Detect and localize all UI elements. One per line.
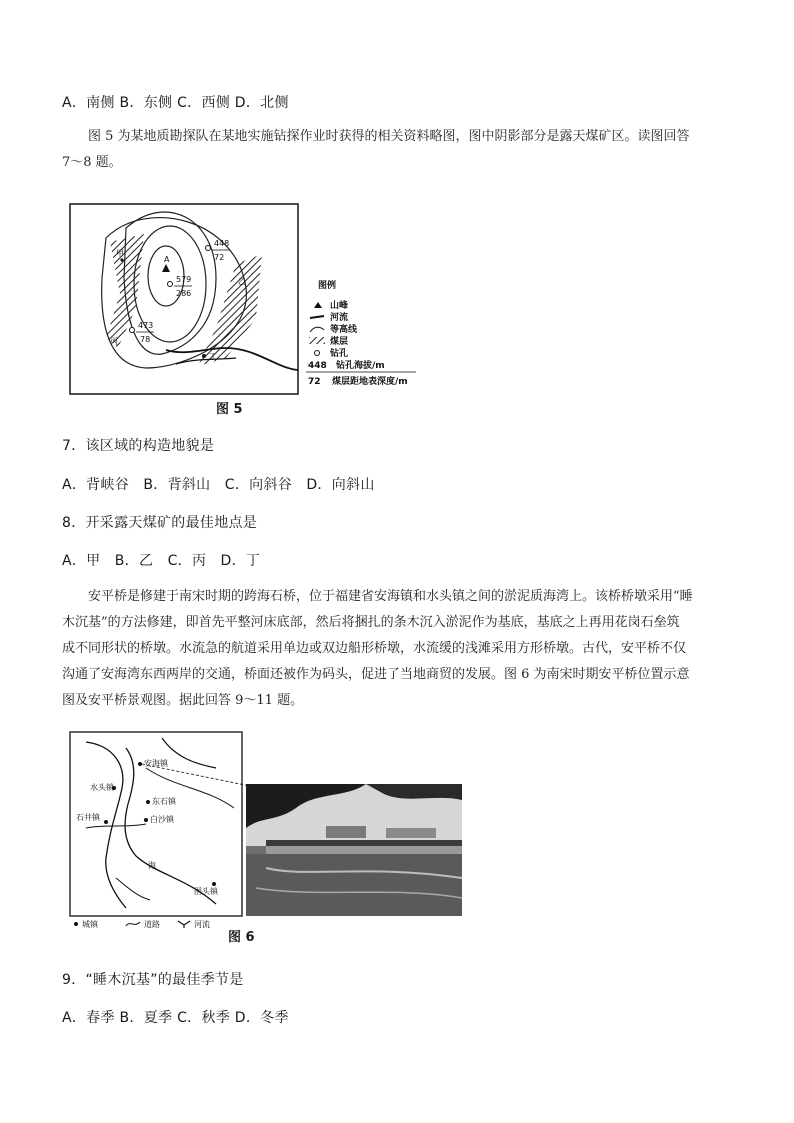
question-9: 9．“睡木沉基”的最佳季节是 — [62, 972, 244, 988]
figure-5-geology-map — [66, 198, 426, 418]
legend-road: 道路 — [144, 920, 160, 929]
legend-peak-symbol — [314, 302, 322, 308]
legend-town-symbol — [74, 922, 78, 926]
town-shuitou: 水头镇 — [90, 783, 114, 792]
question-9-options: A．春季 B．夏季 C．秋季 D．冬季 — [62, 1010, 289, 1026]
drill-1-elevation: 448 — [214, 239, 230, 248]
legend-river-symbol — [178, 921, 190, 928]
town-marker — [138, 762, 142, 766]
legend-contour-symbol — [310, 327, 324, 332]
intro2-line2: 木沉基”的方法修建，即首先平整河床底部，然后将捆扎的条木沉入淤泥作为基底，基底之上再用花岗石垒筑 — [62, 615, 680, 630]
town-dongshi: 东石镇 — [152, 797, 176, 806]
drill-hole-marker — [168, 282, 173, 287]
legend-depth-label: 煤层距地表深度/m — [332, 377, 408, 387]
drill-hole-marker — [130, 328, 135, 333]
legend-item-drill: 钻孔 — [330, 349, 349, 359]
intro2-line5: 图及安平桥景观图。据此回答 9～11 题。 — [62, 693, 304, 708]
town-shijing: 石井镇 — [76, 813, 100, 822]
anping-bridge-photo — [246, 784, 462, 916]
legend-item-contour: 等高线 — [330, 325, 358, 335]
drill-1-depth: 72 — [214, 253, 225, 262]
intro2-line4: 沟通了安海湾东西两岸的交通，桥面还被作为码头，促进了当地商贸的发展。图 6 为南宋时期安平桥位置示意 — [62, 667, 690, 682]
legend-fraction-bottom: 72 — [308, 377, 321, 387]
town-anhai: 安海镇 — [144, 759, 168, 768]
legend-item-coal: 煤层 — [330, 337, 349, 347]
town-marker — [144, 818, 148, 822]
figure-6-caption: 图 6 — [228, 930, 255, 945]
map-frame — [70, 204, 298, 394]
legend-coal-symbol — [309, 337, 325, 344]
legend-town: 城镇 — [82, 920, 98, 929]
town-baisha: 白沙镇 — [150, 815, 174, 824]
point-jia: 甲 — [116, 249, 124, 258]
town-weitou: 围头镇 — [194, 887, 218, 896]
intro2-line1: 安平桥是修建于南宋时期的跨海石桥，位于福建省安海镇和水头镇之间的淤泥质海湾上。该桥桥墩采用“睡 — [88, 589, 693, 604]
peak-label: A — [164, 255, 170, 264]
drill-2-elevation: 579 — [176, 275, 192, 284]
legend-fraction-top: 448 — [308, 361, 327, 371]
point-yi: 乙 — [238, 277, 246, 286]
question-8: 8．开采露天煤矿的最佳地点是 — [62, 515, 258, 531]
legend-road-symbol — [126, 922, 140, 926]
figure-5-caption: 图 5 — [216, 402, 243, 417]
intro1-line1: 图 5 为某地质勘探队在某地实施钻探作业时获得的相关资料略图，图中阴影部分是露天煤矿区。读图回答 — [88, 129, 690, 144]
intro2-line3: 成不同形状的桥墩。水流急的航道采用单边或双边船形桥墩，水流缓的浅滩采用方形桥墩。古代，安平桥不仅 — [62, 641, 687, 656]
intro1-line2: 7～8 题。 — [62, 155, 122, 170]
town-marker — [212, 882, 216, 886]
legend-river-symbol — [310, 316, 324, 318]
legend-item-river: 河流 — [330, 313, 349, 323]
town-marker — [146, 800, 150, 804]
figure-6-map-and-photo — [66, 728, 466, 946]
drill-3-depth: 78 — [140, 335, 151, 344]
intro-paragraph-2 — [62, 584, 734, 714]
legend-item-peak: 山峰 — [330, 301, 349, 311]
town-marker — [104, 820, 108, 824]
question-7-options: A．背峡谷 B．背斜山 C．向斜谷 D．向斜山 — [62, 477, 375, 493]
drill-hole-marker — [206, 246, 211, 251]
legend-title: 图例 — [318, 281, 337, 291]
legend-river: 河流 — [194, 920, 210, 929]
question-7: 7．该区域的构造地貌是 — [62, 438, 215, 454]
intro-paragraph-1 — [62, 124, 734, 176]
legend-elevation-label: 钻孔海拔/m — [336, 361, 385, 371]
drill-3-elevation: 473 — [138, 321, 154, 330]
q6-options: A．南侧 B．东侧 C．西侧 D．北侧 — [62, 95, 289, 111]
drill-2-depth: 286 — [176, 289, 192, 298]
sea-label: 海 — [148, 861, 156, 870]
point-ding: 丁 — [209, 352, 217, 361]
question-8-options: A．甲 B．乙 C．丙 D．丁 — [62, 553, 261, 569]
point-bing: 丙 — [110, 337, 118, 346]
legend-drill-symbol — [315, 351, 320, 356]
